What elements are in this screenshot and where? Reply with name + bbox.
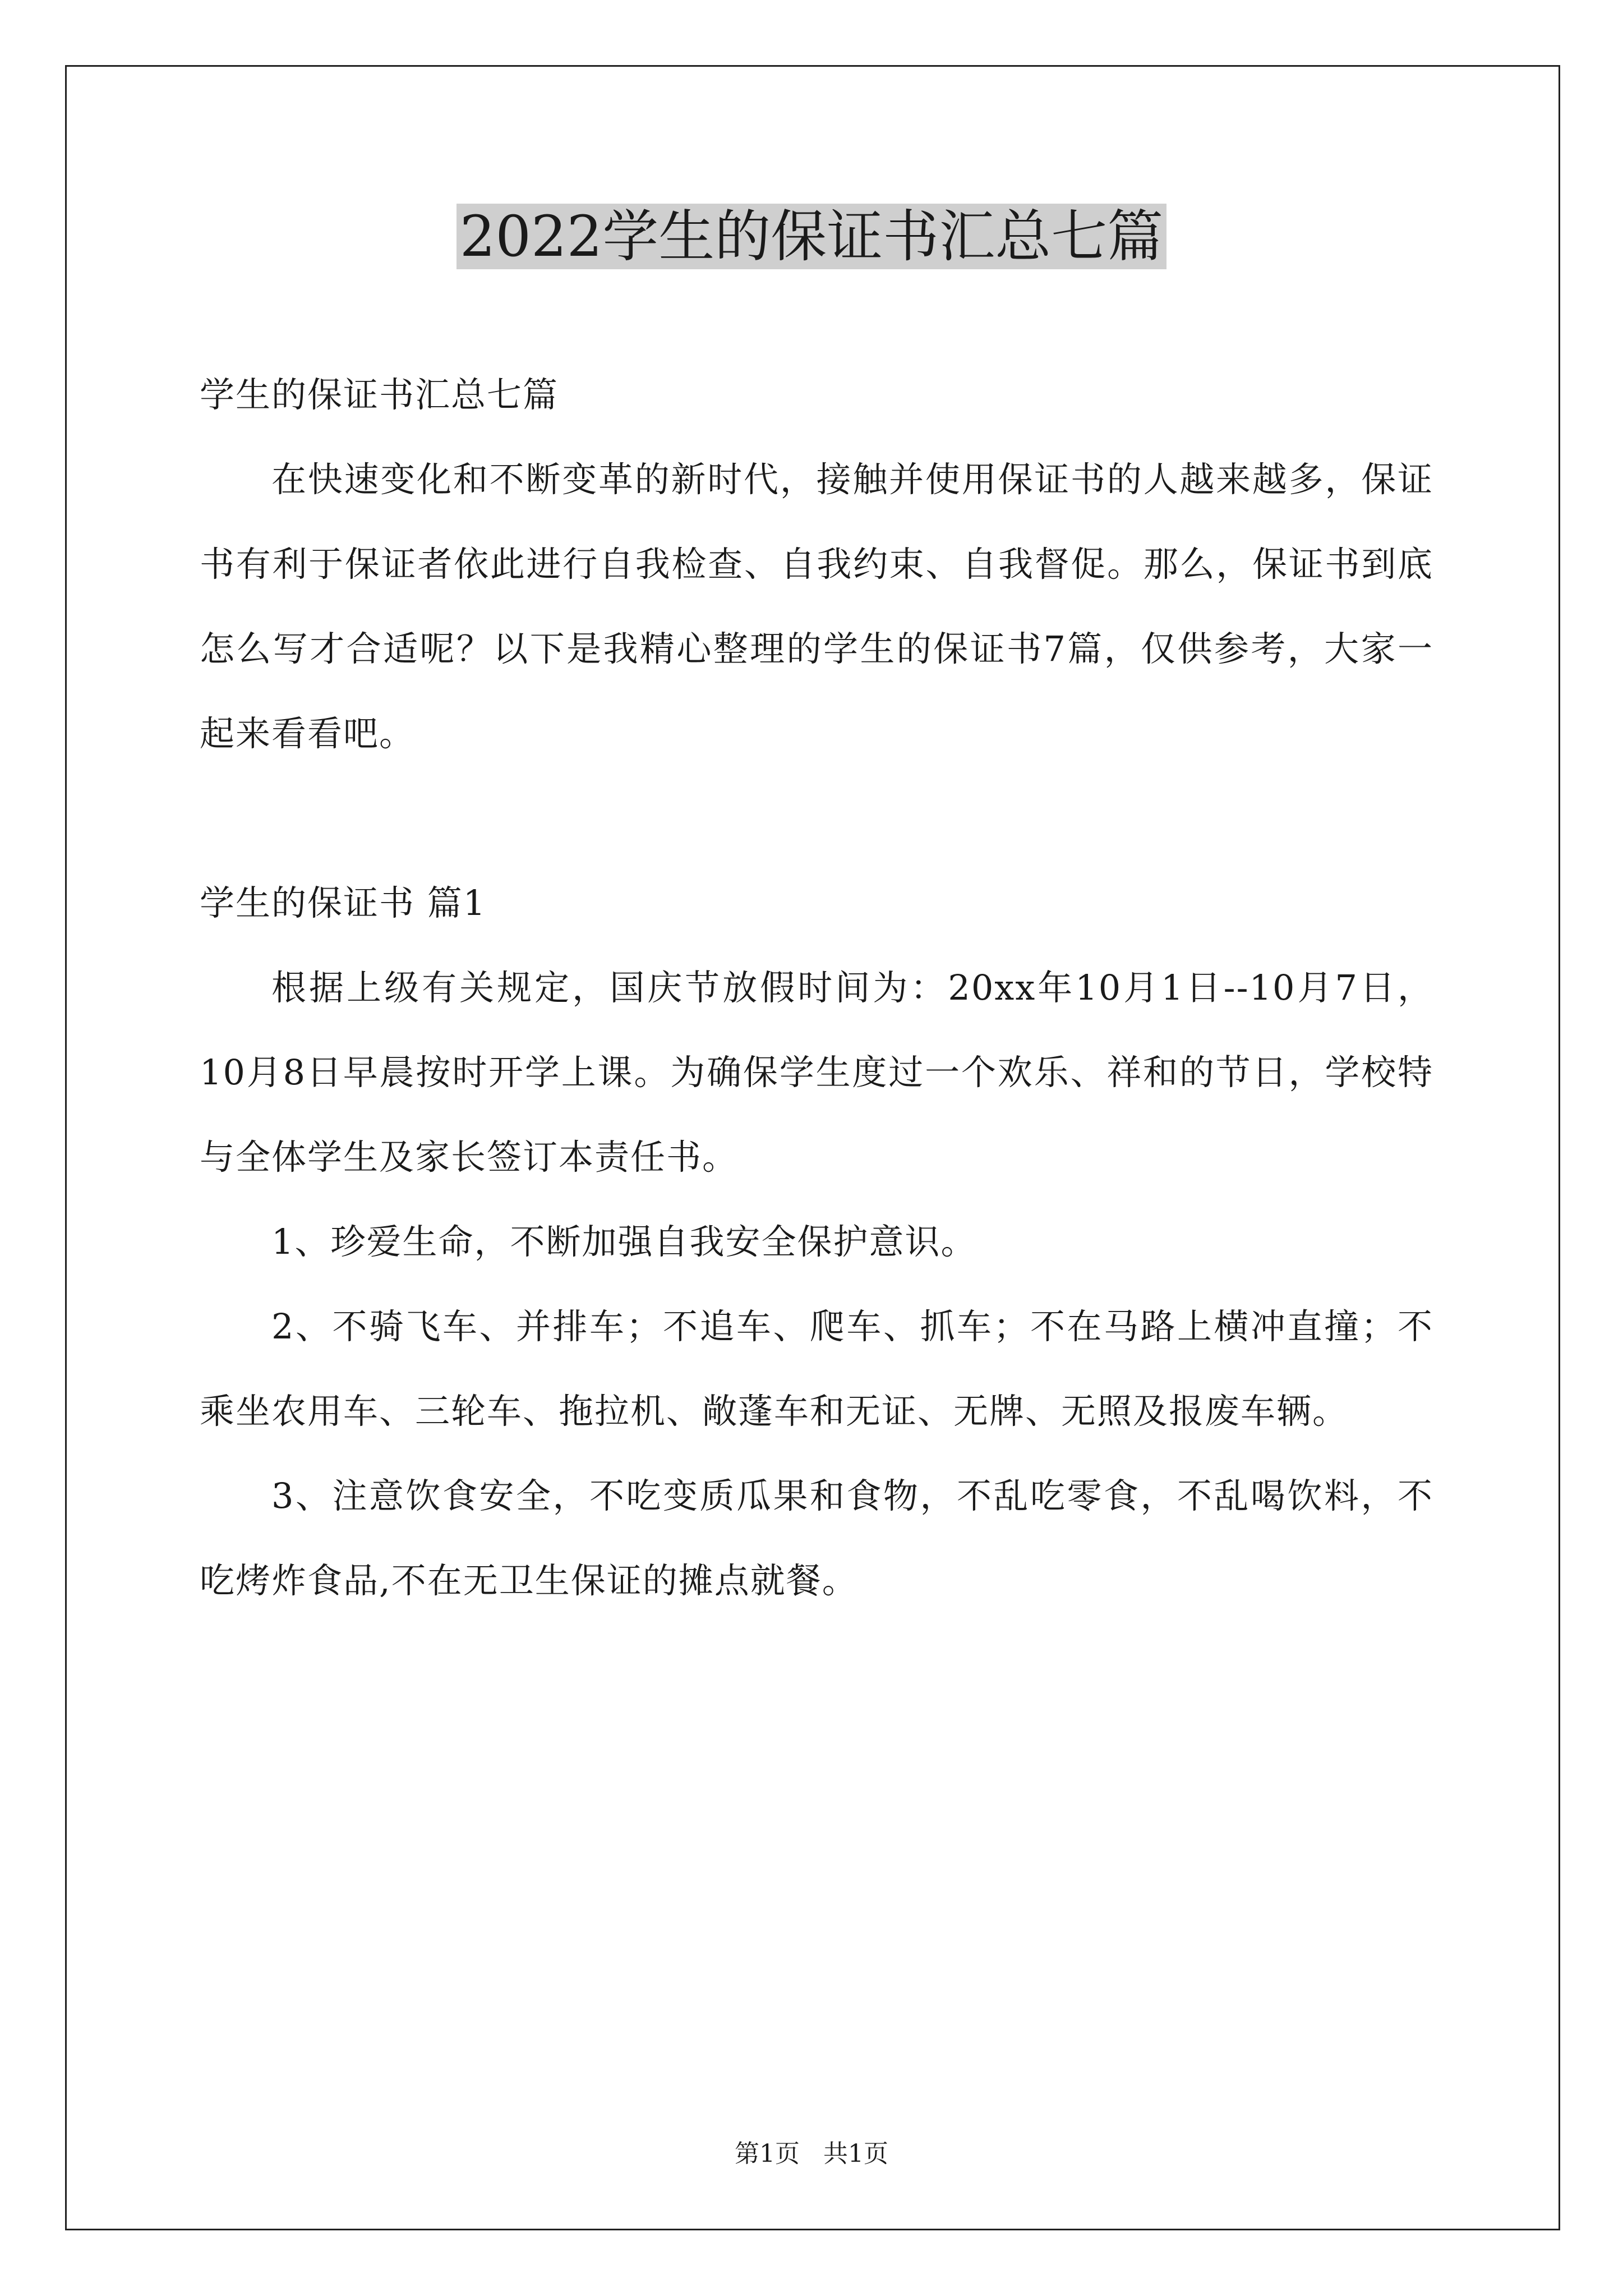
page-footer: [0, 2137, 1623, 2171]
page-total: 共1页: [823, 2139, 888, 2168]
section-paragraph: 根据上级有关规定，国庆节放假时间为：20xx年10月1日--10月7日， 10月8日早晨按时开学上课。为确保学生度过一个欢乐、祥和的节日，学校特与全体学生及家长签订本责任书。: [200, 967, 1433, 1177]
paragraph-spacer: [200, 776, 1433, 861]
page-number: 第1页: [735, 2139, 800, 2168]
list-item-2: 2、不骑飞车、并排车；不追车、爬车、抓车；不在马路上横冲直撞；不乘坐农用车、三轮车、拖拉机、敞蓬车和无证、无牌、无照及报废车辆。: [200, 1306, 1433, 1432]
list-item-3: 3、注意饮食安全，不吃变质瓜果和食物，不乱吃零食，不乱喝饮料，不吃烤炸食品,不在无卫生保证的摊点就餐。: [200, 1475, 1433, 1601]
intro-paragraph: 在快速变化和不断变革的新时代，接触并使用保证书的人越来越多，保证书有利于保证者依此进行自我检查、自我约束、自我督促。那么，保证书到底怎么写才合适呢？以下是我精心整理的学生的保证书7篇，仅供参考，大家一起来看看吧。: [200, 459, 1433, 754]
list-item-1: 1、珍爱生命，不断加强自我安全保护意识。: [271, 1221, 977, 1262]
document-title-text: 2022学生的保证书汇总七篇: [457, 204, 1167, 269]
section-heading: 学生的保证书 篇1: [200, 882, 487, 923]
document-body: [200, 352, 1433, 1623]
document-subtitle: 学生的保证书汇总七篇: [200, 374, 559, 415]
document-title: [0, 197, 1623, 276]
